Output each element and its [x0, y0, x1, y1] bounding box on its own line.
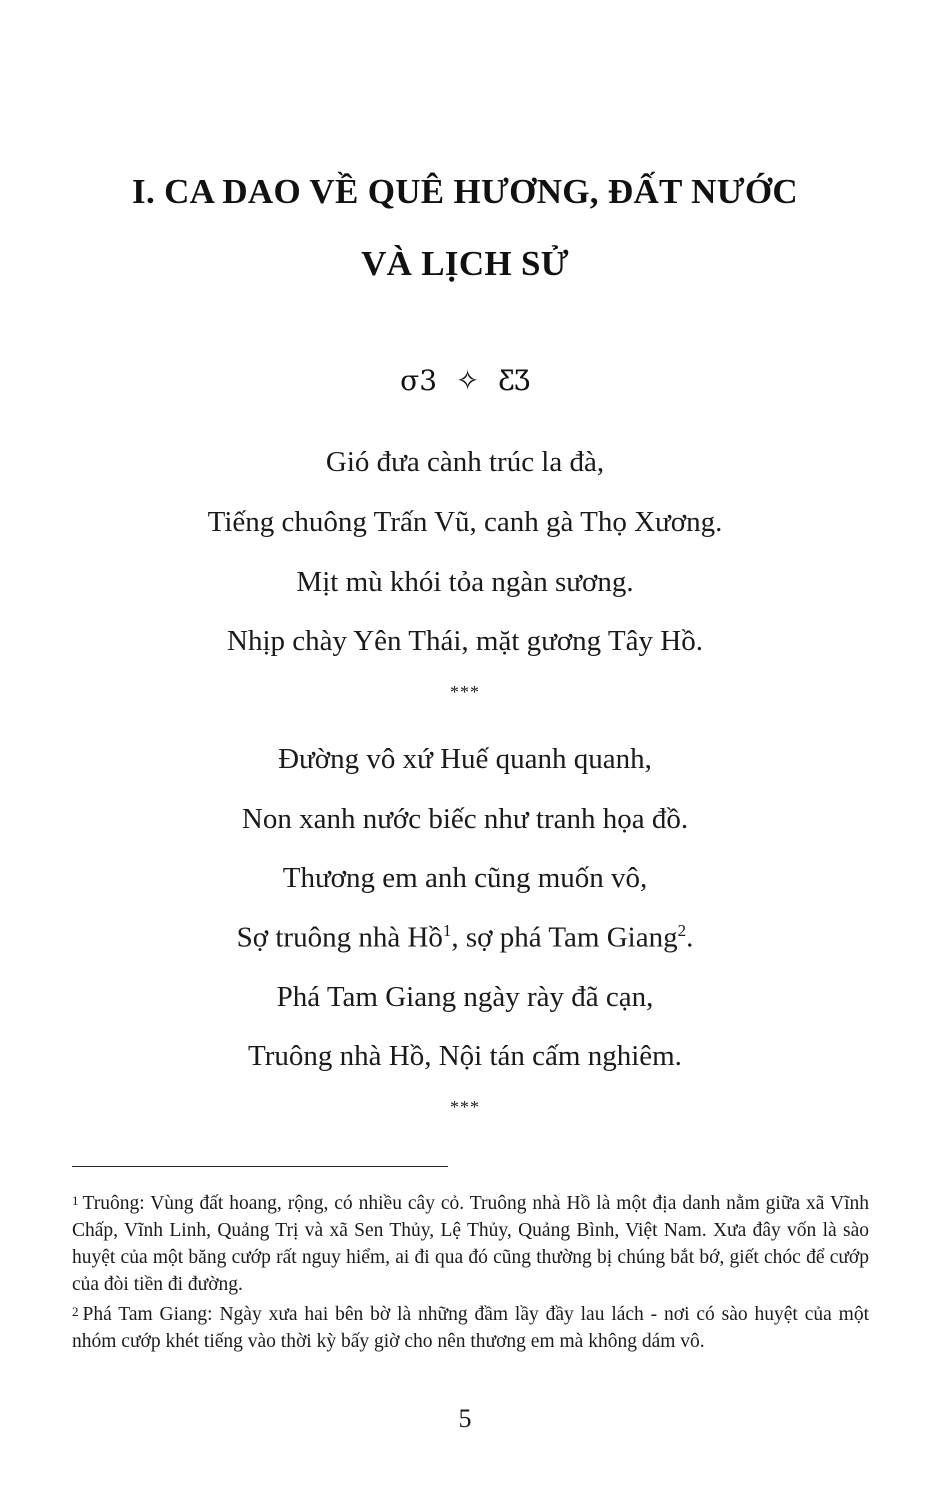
footnote-text: Truông: Vùng đất hoang, rộng, có nhiều cây cỏ. Truông nhà Hồ là một địa danh nằm giữa xã Vĩnh Chấp, Vĩnh Linh, Quảng Trị và xã Sen Thủy, Lệ Thủy, Quảng Bình, Việt Nam. Xưa đây vốn là sào huyệt của một băng cướp rất nguy hiểm, ai đi qua đó cũng thường bị chúng bắt bớ, giết chóc để cướp của đòi tiền đi đường. — [72, 1193, 869, 1295]
chapter-title-line-2: VÀ LỊCH SỬ — [361, 244, 569, 283]
poem-text: Sợ truông nhà Hồ — [236, 921, 443, 954]
poem-line: Thương em anh cũng muốn vô, — [282, 862, 648, 894]
footnote-number: 1 — [72, 1193, 79, 1208]
ornament-left-icon: σ3 — [400, 364, 438, 397]
poem-text: . — [686, 921, 694, 954]
ornament-right-icon: ƸƷ — [498, 364, 530, 397]
footnote-ref-2: 2 — [677, 921, 687, 940]
stanza-separator: *** — [450, 682, 480, 702]
chapter-title-line-1: I. CA DAO VỀ QUÊ HƯƠNG, ĐẤT NƯỚC — [132, 172, 798, 211]
stanza-separator: *** — [450, 1097, 480, 1117]
footnote-number: 2 — [72, 1304, 79, 1319]
footnote-1 — [72, 1187, 869, 1298]
ornament-divider — [0, 364, 930, 397]
poem-line-with-footnotes — [0, 921, 930, 955]
footnotes — [72, 1187, 869, 1355]
poem-line: Đường vô xứ Huế quanh quanh, — [278, 743, 652, 775]
footnote-rule — [72, 1166, 448, 1167]
poem-line: Gió đưa cành trúc la đà, — [325, 446, 605, 478]
ornament-star-icon: ✧ — [455, 364, 480, 397]
poem-line: Truông nhà Hồ, Nội tán cấm nghiêm. — [248, 1040, 682, 1072]
poem-line: Phá Tam Giang ngày rày đã cạn, — [276, 981, 654, 1013]
poem-line: Non xanh nước biếc như tranh họa đồ. — [241, 803, 689, 835]
footnote-ref-1: 1 — [442, 921, 452, 940]
poem-line: Tiếng chuông Trấn Vũ, canh gà Thọ Xương. — [207, 506, 723, 538]
poem-text: , sợ phá Tam Giang — [451, 921, 678, 954]
page-number: 5 — [458, 1404, 472, 1433]
poem-line: Mịt mù khói tỏa ngàn sương. — [296, 566, 634, 598]
footnote-2 — [72, 1298, 869, 1355]
poem-line: Nhịp chày Yên Thái, mặt gương Tây Hồ. — [227, 625, 703, 657]
footnote-text: Phá Tam Giang: Ngày xưa hai bên bờ là những đầm lầy đầy lau lách - nơi có sào huyệt của một nhóm cướp khét tiếng vào thời kỳ bấy giờ cho nên thương em mà không dám vô. — [72, 1304, 869, 1352]
